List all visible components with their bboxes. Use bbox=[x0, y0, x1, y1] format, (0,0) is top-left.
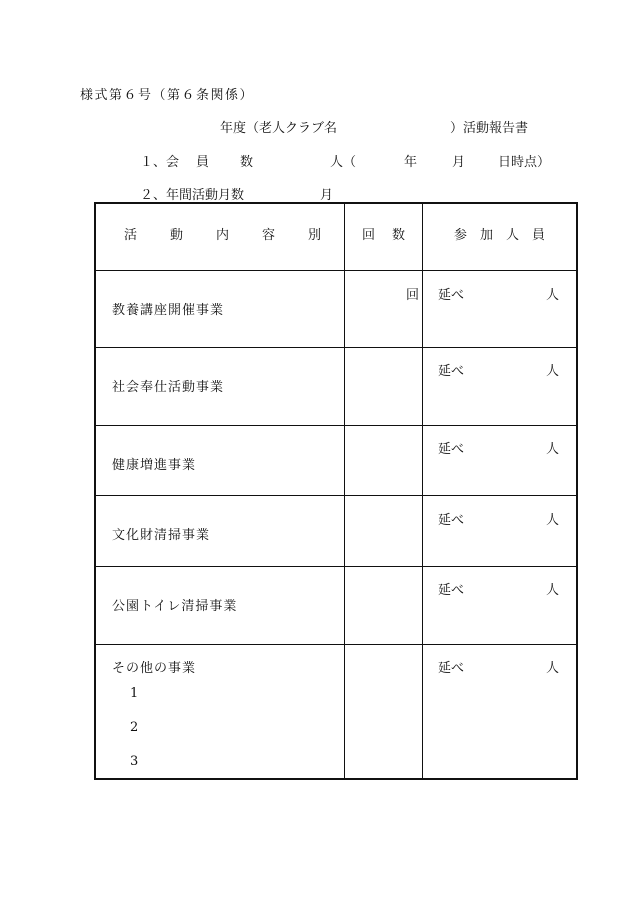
activity-months-label: ２、年間活動月数 bbox=[140, 188, 245, 203]
participants-prefix: 延べ bbox=[438, 513, 465, 528]
count-unit: 回 bbox=[406, 288, 420, 303]
form-number: 様式第６号（第６条関係） bbox=[80, 88, 255, 103]
member-day-label: 日時点） bbox=[498, 155, 551, 170]
title-year-club: 年度（老人クラブ名 bbox=[220, 121, 338, 136]
participants-prefix: 延べ bbox=[438, 364, 465, 379]
member-label-shu: 数 bbox=[240, 155, 254, 170]
header-activity-char: 別 bbox=[308, 228, 322, 243]
activity-name: 健康増進事業 bbox=[112, 458, 197, 473]
header-activity-char: 容 bbox=[262, 228, 276, 243]
other-subitem: 1 bbox=[130, 686, 139, 701]
participants-unit: 人 bbox=[546, 288, 560, 303]
member-month-label: 月 bbox=[452, 155, 466, 170]
participants-unit: 人 bbox=[546, 442, 560, 457]
row-divider bbox=[96, 495, 576, 496]
header-count-char: 回 bbox=[362, 228, 376, 243]
header-participants-char: 参 bbox=[454, 228, 468, 243]
column-divider bbox=[422, 204, 423, 778]
activity-name: 教養講座開催事業 bbox=[112, 303, 225, 318]
row-divider bbox=[96, 566, 576, 567]
participants-unit: 人 bbox=[546, 513, 560, 528]
activity-months-unit: 月 bbox=[320, 188, 334, 203]
participants-unit: 人 bbox=[546, 583, 560, 598]
member-year-label: 年 bbox=[404, 155, 418, 170]
participants-unit: 人 bbox=[546, 661, 560, 676]
title-suffix: ）活動報告書 bbox=[450, 121, 529, 136]
activity-report-table bbox=[94, 202, 578, 780]
row-divider bbox=[96, 644, 576, 645]
row-divider bbox=[96, 270, 576, 271]
header-participants-char: 加 bbox=[480, 228, 494, 243]
participants-prefix: 延べ bbox=[438, 442, 465, 457]
activity-name: 文化財清掃事業 bbox=[112, 528, 211, 543]
member-people-unit: 人（ bbox=[330, 155, 357, 170]
row-divider bbox=[96, 425, 576, 426]
participants-prefix: 延べ bbox=[438, 288, 465, 303]
header-count-char: 数 bbox=[392, 228, 406, 243]
other-subitem: 2 bbox=[130, 720, 139, 735]
participants-prefix: 延べ bbox=[438, 583, 465, 598]
member-label-yin: 員 bbox=[196, 155, 210, 170]
header-participants-char: 員 bbox=[532, 228, 546, 243]
header-participants-char: 人 bbox=[506, 228, 520, 243]
activity-name: その他の事業 bbox=[112, 661, 197, 676]
row-divider bbox=[96, 347, 576, 348]
member-count-label: １、会 bbox=[140, 155, 180, 170]
other-subitem: 3 bbox=[130, 754, 139, 769]
participants-unit: 人 bbox=[546, 364, 560, 379]
column-divider bbox=[344, 204, 345, 778]
participants-prefix: 延べ bbox=[438, 661, 465, 676]
header-activity-char: 動 bbox=[170, 228, 184, 243]
activity-name: 公園トイレ清掃事業 bbox=[112, 599, 238, 614]
header-activity-char: 活 bbox=[124, 228, 138, 243]
header-activity-char: 内 bbox=[216, 228, 230, 243]
activity-name: 社会奉仕活動事業 bbox=[112, 380, 225, 395]
